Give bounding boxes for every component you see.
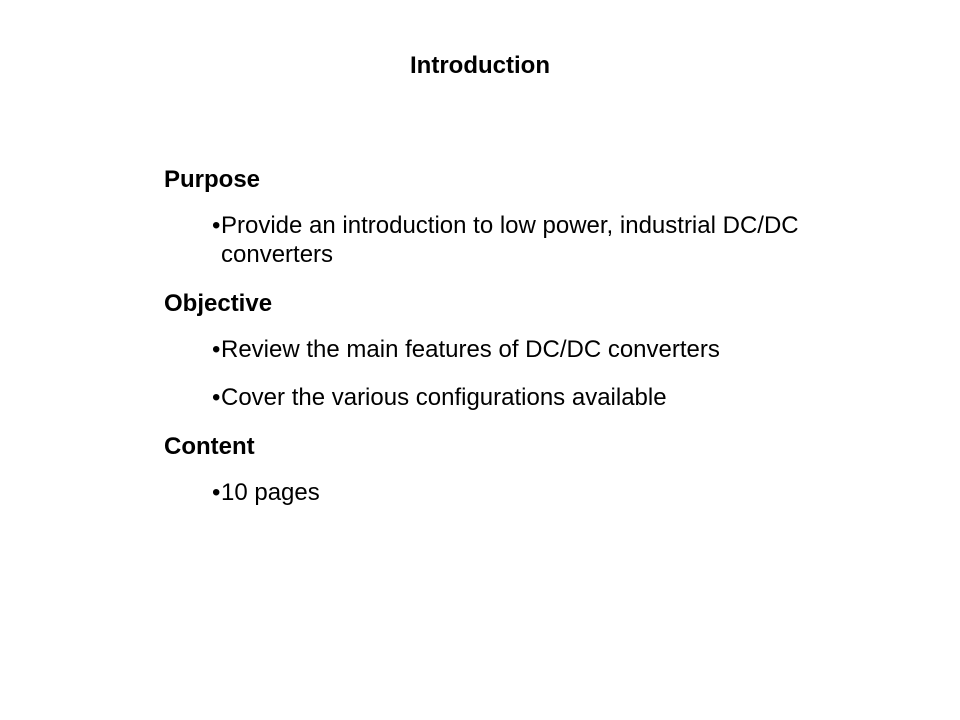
bullet-item (164, 211, 804, 288)
bullet-text: Review the main features of DC/DC converters (221, 336, 720, 363)
section-heading-content: Content (164, 433, 255, 460)
bullet-text: 10 pages (221, 479, 320, 506)
bullet-item (164, 383, 804, 431)
bullet-item (164, 335, 804, 383)
bullet-dot: • (212, 479, 221, 506)
slide-title: Introduction (410, 52, 550, 79)
bullet-dot: • (212, 336, 221, 363)
bullet-dot: • (212, 384, 221, 411)
bullet-item (164, 478, 804, 526)
bullet-text: Cover the various configurations available (221, 384, 667, 411)
section-heading-objective: Objective (164, 290, 273, 317)
section-heading-purpose: Purpose (164, 166, 261, 193)
slide-content (164, 164, 804, 526)
bullet-dot: • (212, 212, 221, 239)
bullet-text: Provide an introduction to low power, industrial DC/DC converters (221, 212, 799, 268)
